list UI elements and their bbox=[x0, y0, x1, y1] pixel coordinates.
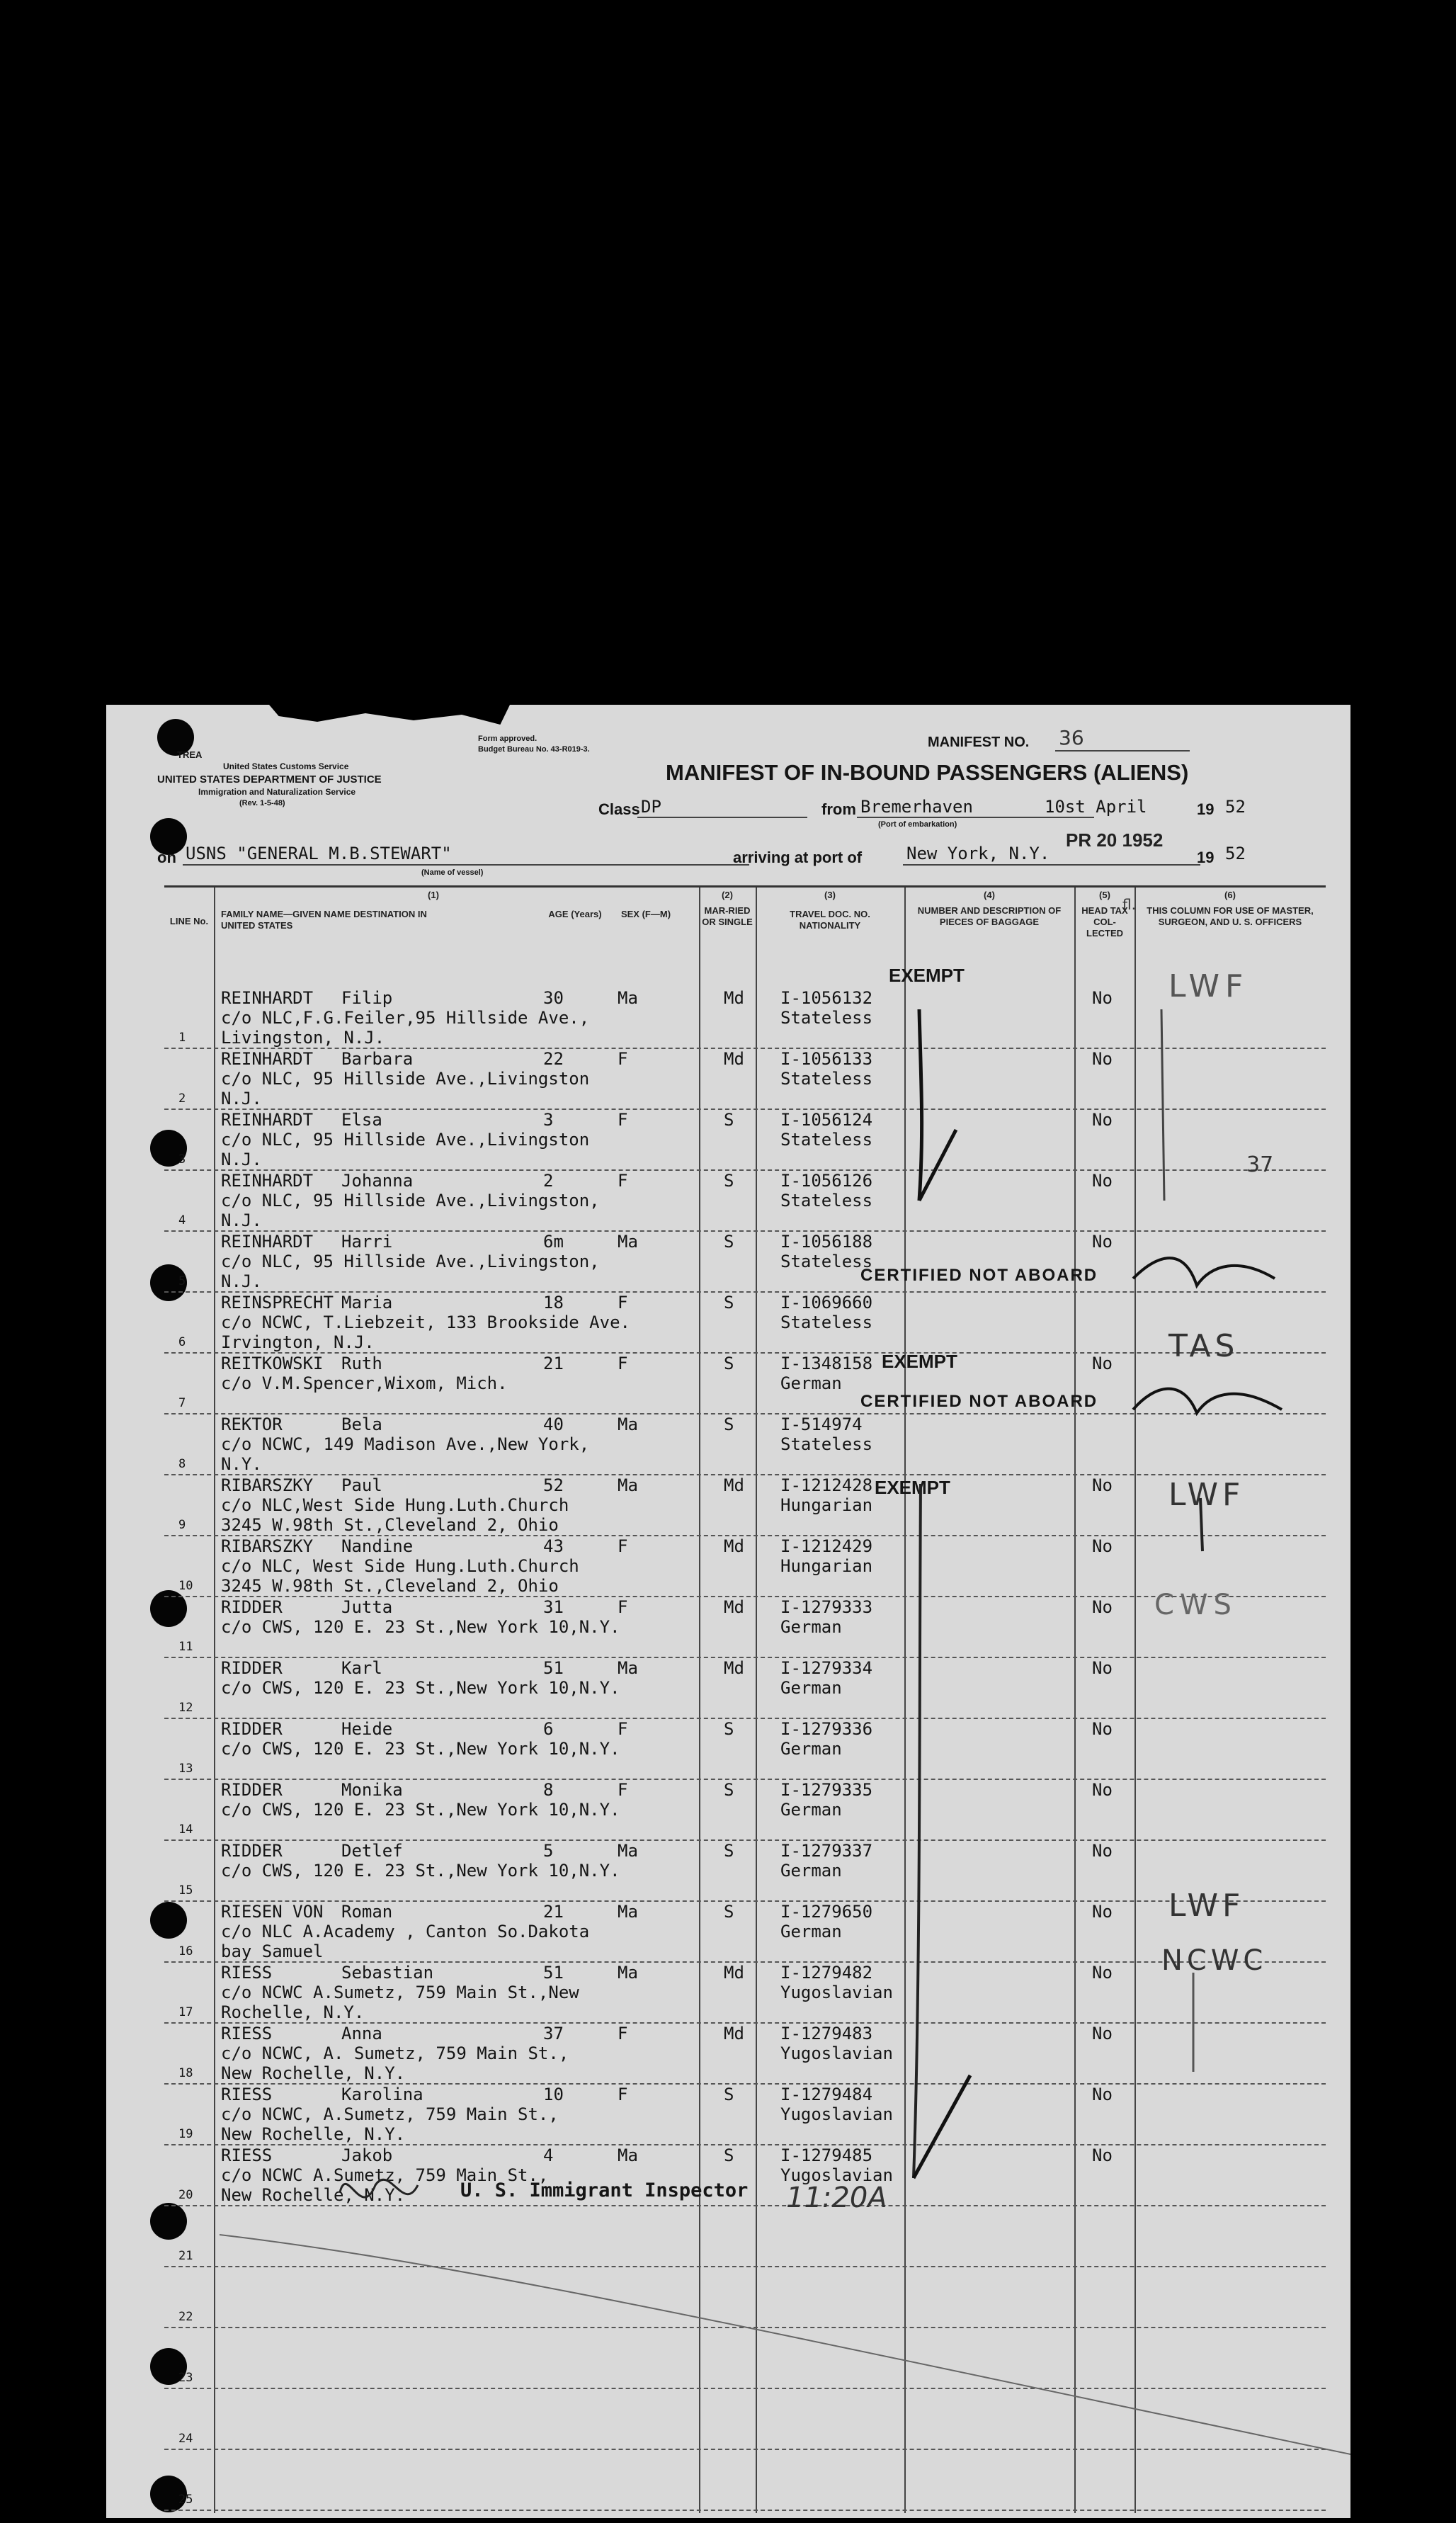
cell-age: 10 bbox=[543, 2085, 564, 2104]
cell-nationality: Yugoslavian bbox=[780, 2165, 893, 2185]
exempt-stamp: EXEMPT bbox=[875, 1477, 950, 1498]
cell-doc: I-1056124 bbox=[780, 1110, 873, 1130]
cell-marital: Md bbox=[724, 1963, 744, 1983]
cell-age: 18 bbox=[543, 1293, 564, 1312]
vessel-name: USNS "GENERAL M.B.STEWART" bbox=[186, 844, 452, 863]
cell-nationality: Yugoslavian bbox=[780, 2043, 893, 2063]
cell-sex: Ma bbox=[618, 1658, 638, 1678]
cell-dest1: c/o CWS, 120 E. 23 St.,New York 10,N.Y. bbox=[221, 1739, 620, 1759]
header-head-tax: HEAD TAX COL-LECTED bbox=[1081, 905, 1128, 939]
cell-sex: F bbox=[618, 2085, 628, 2104]
cell-sex: Ma bbox=[618, 1475, 638, 1495]
cell-given: Elsa bbox=[341, 1110, 382, 1130]
cell-family: RIESS bbox=[221, 2085, 273, 2104]
cell-given: Jutta bbox=[341, 1597, 393, 1617]
cell-family: RIDDER bbox=[221, 1597, 283, 1617]
cell-family: RIBARSZKY bbox=[221, 1536, 314, 1556]
cell-line: 17 bbox=[178, 2005, 193, 2019]
cell-line: 5 bbox=[178, 1274, 186, 1288]
cell-age: 2 bbox=[543, 1171, 554, 1191]
cell-nationality: Stateless bbox=[780, 1008, 873, 1028]
cell-age: 52 bbox=[543, 1475, 564, 1495]
year-label: 19 bbox=[1197, 800, 1215, 818]
cell-given: Bela bbox=[341, 1414, 382, 1434]
cell-dest2: New Rochelle, N.Y. bbox=[221, 2124, 406, 2144]
agency-ins: Immigration and Naturalization Service bbox=[198, 787, 356, 797]
cell-line: 12 bbox=[178, 1701, 193, 1715]
cell-family: REINHARDT bbox=[221, 1110, 314, 1130]
cell-sex: Ma bbox=[618, 1841, 638, 1861]
cell-given: Barbara bbox=[341, 1049, 414, 1069]
handwritten-lwf: LWF bbox=[1168, 1477, 1245, 1513]
cell-doc: I-1279482 bbox=[780, 1963, 873, 1983]
cell-sex: Ma bbox=[618, 1902, 638, 1922]
cell-doc: I-1056188 bbox=[780, 1232, 873, 1252]
header-officers: THIS COLUMN FOR USE OF MASTER, SURGEON, AND U. S. OFFICERS bbox=[1147, 905, 1314, 927]
cell-head-tax: No bbox=[1092, 1110, 1113, 1130]
cell-age: 31 bbox=[543, 1597, 564, 1617]
cell-head-tax: No bbox=[1092, 2085, 1113, 2104]
cell-sex: F bbox=[618, 1719, 628, 1739]
cell-marital: S bbox=[724, 2085, 734, 2104]
header-baggage: NUMBER AND DESCRIPTION OF PIECES OF BAGGAGE bbox=[917, 905, 1062, 927]
cell-marital: S bbox=[724, 1110, 734, 1130]
cell-nationality: Stateless bbox=[780, 1252, 873, 1271]
cell-sex: Ma bbox=[618, 1414, 638, 1434]
cell-line: 25 bbox=[178, 2493, 193, 2507]
cell-dest1: c/o NCWC A.Sumetz, 759 Main St., bbox=[221, 2165, 549, 2185]
cell-sex: F bbox=[618, 1536, 628, 1556]
handwritten-ncwc: NCWC bbox=[1161, 1944, 1268, 1977]
cell-sex: F bbox=[618, 1597, 628, 1617]
cell-family: REKTOR bbox=[221, 1414, 283, 1434]
cell-marital: Md bbox=[724, 988, 744, 1008]
cell-dest1: c/o V.M.Spencer,Wixom, Mich. bbox=[221, 1373, 508, 1393]
cell-dest1: c/o NLC,F.G.Feiler,95 Hillside Ave., bbox=[221, 1008, 590, 1028]
cell-given: Sebastian bbox=[341, 1963, 434, 1983]
cell-doc: I-1056132 bbox=[780, 988, 873, 1008]
cell-age: 37 bbox=[543, 2024, 564, 2043]
cell-dest2: N.Y. bbox=[221, 1454, 262, 1474]
cell-given: Maria bbox=[341, 1293, 393, 1312]
arrival-date-stamp: PR 20 1952 bbox=[1066, 829, 1164, 851]
cell-line: 14 bbox=[178, 1822, 193, 1837]
cell-line: 21 bbox=[178, 2249, 193, 2263]
cell-given: Roman bbox=[341, 1902, 393, 1922]
cell-dest1: c/o NLC, 95 Hillside Ave.,Livingston bbox=[221, 1130, 590, 1150]
certified-stamp: CERTIFIED NOT ABOARD bbox=[860, 1392, 1098, 1411]
cell-line: 13 bbox=[178, 1762, 193, 1776]
cell-doc: I-1279333 bbox=[780, 1597, 873, 1617]
handwritten-lwf: LWF bbox=[1168, 1888, 1245, 1924]
cell-given: Ruth bbox=[341, 1354, 382, 1373]
cell-sex: F bbox=[618, 1171, 628, 1191]
agency-customs: United States Customs Service bbox=[223, 761, 349, 771]
cell-dest1: c/o NLC A.Academy , Canton So.Dakota bbox=[221, 1922, 590, 1941]
cell-age: 43 bbox=[543, 1536, 564, 1556]
header-travel-doc: TRAVEL DOC. NO. NATIONALITY bbox=[790, 909, 870, 931]
cell-dest2: New Rochelle, N.Y. bbox=[221, 2185, 406, 2205]
cell-age: 4 bbox=[543, 2145, 554, 2165]
form-approved: Form approved. bbox=[478, 735, 538, 743]
cell-age: 6 bbox=[543, 1719, 554, 1739]
cell-head-tax: No bbox=[1092, 1354, 1113, 1373]
cell-doc: I-1279485 bbox=[780, 2145, 873, 2165]
cell-given: Detlef bbox=[341, 1841, 403, 1861]
cell-doc: I-1279483 bbox=[780, 2024, 873, 2043]
cell-dest1: c/o NLC, 95 Hillside Ave.,Livingston, bbox=[221, 1191, 600, 1211]
cell-dest1: c/o NCWC, A. Sumetz, 759 Main St., bbox=[221, 2043, 569, 2063]
cell-family: REINHARDT bbox=[221, 1049, 314, 1069]
cell-family: RIESS bbox=[221, 1963, 273, 1983]
cell-doc: I-1279334 bbox=[780, 1658, 873, 1678]
cell-doc: I-1056126 bbox=[780, 1171, 873, 1191]
cell-line: 8 bbox=[178, 1457, 186, 1471]
cell-nationality: Yugoslavian bbox=[780, 1983, 893, 2002]
cell-line: 4 bbox=[178, 1213, 186, 1228]
exempt-stamp: EXEMPT bbox=[889, 965, 965, 986]
header-sex: SEX (F—M) bbox=[620, 909, 671, 919]
handwritten-time: 11:20A bbox=[786, 2182, 887, 2214]
cell-marital: S bbox=[724, 1719, 734, 1739]
cell-sex: F bbox=[618, 1293, 628, 1312]
cell-doc: I-1279484 bbox=[780, 2085, 873, 2104]
cell-head-tax: No bbox=[1092, 1658, 1113, 1678]
cell-nationality: German bbox=[780, 1922, 842, 1941]
cell-dest1: c/o CWS, 120 E. 23 St.,New York 10,N.Y. bbox=[221, 1861, 620, 1881]
cell-line: 15 bbox=[178, 1883, 193, 1898]
cell-doc: I-1212428 bbox=[780, 1475, 873, 1495]
cell-dest1: c/o NLC, 95 Hillside Ave.,Livingston, bbox=[221, 1252, 600, 1271]
cell-nationality: German bbox=[780, 1373, 842, 1393]
cell-nationality: German bbox=[780, 1617, 842, 1637]
cell-sex: F bbox=[618, 1049, 628, 1069]
cell-head-tax: No bbox=[1092, 1780, 1113, 1800]
col-num: (3) bbox=[824, 890, 836, 900]
budget-bureau: Budget Bureau No. 43-R019-3. bbox=[478, 745, 590, 754]
cell-age: 21 bbox=[543, 1902, 564, 1922]
cell-family: RIESEN VON bbox=[221, 1902, 324, 1922]
cell-head-tax: No bbox=[1092, 1597, 1113, 1617]
cell-nationality: Hungarian bbox=[780, 1556, 873, 1576]
cell-age: 51 bbox=[543, 1963, 564, 1983]
cell-given: Paul bbox=[341, 1475, 382, 1495]
manifest-title: MANIFEST OF IN-BOUND PASSENGERS (ALIENS) bbox=[666, 760, 1189, 785]
cell-family: REINHARDT bbox=[221, 988, 314, 1008]
cell-dest1: c/o CWS, 120 E. 23 St.,New York 10,N.Y. bbox=[221, 1617, 620, 1637]
cell-dest2: Rochelle, N.Y. bbox=[221, 2002, 365, 2022]
cell-head-tax: No bbox=[1092, 1963, 1113, 1983]
cell-line: 23 bbox=[178, 2371, 193, 2385]
cell-family: RIBARSZKY bbox=[221, 1475, 314, 1495]
cell-family: RIDDER bbox=[221, 1658, 283, 1678]
cell-doc: I-1279335 bbox=[780, 1780, 873, 1800]
cell-dest2: Livingston, N.J. bbox=[221, 1028, 385, 1048]
cell-line: 19 bbox=[178, 2127, 193, 2141]
cell-line: 22 bbox=[178, 2310, 193, 2324]
on-label: on bbox=[157, 849, 176, 866]
handwriting-strokes bbox=[106, 705, 1350, 2518]
cell-line: 10 bbox=[178, 1579, 193, 1593]
cell-family: RIDDER bbox=[221, 1841, 283, 1861]
cell-nationality: Hungarian bbox=[780, 1495, 873, 1515]
from-value: Bremerhaven bbox=[860, 797, 973, 817]
cell-dest1: c/o NCWC A.Sumetz, 759 Main St.,New bbox=[221, 1983, 579, 2002]
cell-line: 2 bbox=[178, 1092, 186, 1106]
cell-given: Anna bbox=[341, 2024, 382, 2043]
cell-dest2: N.J. bbox=[221, 1089, 262, 1109]
cell-sex: Ma bbox=[618, 1963, 638, 1983]
cell-nationality: Stateless bbox=[780, 1191, 873, 1211]
header-married: MAR-RIED OR SINGLE bbox=[702, 905, 753, 927]
cell-dest2: N.J. bbox=[221, 1150, 262, 1169]
cell-dest1: c/o CWS, 120 E. 23 St.,New York 10,N.Y. bbox=[221, 1678, 620, 1698]
class-value: DP bbox=[641, 797, 661, 817]
cell-family: RIESS bbox=[221, 2145, 273, 2165]
cell-doc: I-1069660 bbox=[780, 1293, 873, 1312]
cell-age: 40 bbox=[543, 1414, 564, 1434]
cell-marital: Md bbox=[724, 1597, 744, 1617]
cell-marital: S bbox=[724, 2145, 734, 2165]
cell-age: 8 bbox=[543, 1780, 554, 1800]
handwritten-cws: CWS bbox=[1154, 1589, 1237, 1621]
cell-head-tax: No bbox=[1092, 2024, 1113, 2043]
cell-age: 3 bbox=[543, 1110, 554, 1130]
cell-given: Jakob bbox=[341, 2145, 393, 2165]
cell-line: 1 bbox=[178, 1031, 186, 1045]
cell-given: Heide bbox=[341, 1719, 393, 1739]
cell-dest1: c/o NLC, 95 Hillside Ave.,Livingston bbox=[221, 1069, 590, 1089]
cell-head-tax: No bbox=[1092, 988, 1113, 1008]
cell-line: 6 bbox=[178, 1335, 186, 1349]
cell-given: Karl bbox=[341, 1658, 382, 1678]
cell-age: 5 bbox=[543, 1841, 554, 1861]
cell-head-tax: No bbox=[1092, 1841, 1113, 1861]
cell-line: 16 bbox=[178, 1944, 193, 1958]
cell-dest2: 3245 W.98th St.,Cleveland 2, Ohio bbox=[221, 1515, 559, 1535]
cell-marital: S bbox=[724, 1171, 734, 1191]
cell-nationality: Stateless bbox=[780, 1434, 873, 1454]
cell-age: 30 bbox=[543, 988, 564, 1008]
cell-sex: Ma bbox=[618, 1232, 638, 1252]
cell-marital: Md bbox=[724, 1049, 744, 1069]
cell-line: 7 bbox=[178, 1396, 186, 1410]
cell-head-tax: No bbox=[1092, 1232, 1113, 1252]
cell-dest1: c/o CWS, 120 E. 23 St.,New York 10,N.Y. bbox=[221, 1800, 620, 1820]
cell-marital: Md bbox=[724, 1475, 744, 1495]
agency-justice: UNITED STATES DEPARTMENT OF JUSTICE bbox=[157, 773, 382, 786]
cell-family: REINHARDT bbox=[221, 1232, 314, 1252]
cell-dest2: N.J. bbox=[221, 1211, 262, 1230]
arrival-port: New York, N.Y. bbox=[906, 844, 1050, 863]
officer-note: fl. bbox=[1122, 896, 1136, 913]
cell-line: 3 bbox=[178, 1152, 186, 1167]
cell-sex: Ma bbox=[618, 988, 638, 1008]
inspector-label: U. S. Immigrant Inspector bbox=[460, 2179, 749, 2201]
arrival-year-label: 19 bbox=[1197, 849, 1215, 866]
cell-line: 24 bbox=[178, 2432, 193, 2446]
cell-dest2: 3245 W.98th St.,Cleveland 2, Ohio bbox=[221, 1576, 559, 1596]
manifest-no-label: MANIFEST NO. bbox=[928, 735, 1030, 750]
cell-marital: Md bbox=[724, 1658, 744, 1678]
cell-family: RIDDER bbox=[221, 1780, 283, 1800]
cell-doc: I-1212429 bbox=[780, 1536, 873, 1556]
cell-head-tax: No bbox=[1092, 1536, 1113, 1556]
cell-given: Johanna bbox=[341, 1171, 414, 1191]
col-num: (6) bbox=[1224, 890, 1236, 900]
cell-given: Karolina bbox=[341, 2085, 423, 2104]
handwritten-tas: TAS bbox=[1168, 1328, 1239, 1364]
cell-dest2: Irvington, N.J. bbox=[221, 1332, 375, 1352]
page-count: 37 bbox=[1246, 1152, 1274, 1177]
cell-age: 6m bbox=[543, 1232, 564, 1252]
manifest-sheet bbox=[106, 705, 1350, 2518]
cell-line: 18 bbox=[178, 2066, 193, 2080]
cell-line: 9 bbox=[178, 1518, 186, 1532]
cell-doc: I-1279336 bbox=[780, 1719, 873, 1739]
cell-nationality: German bbox=[780, 1861, 842, 1881]
header-name: FAMILY NAME—GIVEN NAME DESTINATION IN UNITED STATES bbox=[221, 909, 427, 931]
cell-nationality: German bbox=[780, 1739, 842, 1759]
cell-nationality: German bbox=[780, 1678, 842, 1698]
cell-nationality: Stateless bbox=[780, 1312, 873, 1332]
arriving-label: arriving at port of bbox=[733, 849, 863, 866]
cell-marital: S bbox=[724, 1780, 734, 1800]
cell-given: Monika bbox=[341, 1780, 403, 1800]
class-label: Class bbox=[598, 800, 640, 818]
cell-head-tax: No bbox=[1092, 1049, 1113, 1069]
cell-marital: Md bbox=[724, 2024, 744, 2043]
cell-doc: I-1056133 bbox=[780, 1049, 873, 1069]
cell-head-tax: No bbox=[1092, 1475, 1113, 1495]
cell-age: 22 bbox=[543, 1049, 564, 1069]
cell-head-tax: No bbox=[1092, 1902, 1113, 1922]
arrival-year-value: 52 bbox=[1225, 844, 1246, 863]
cell-nationality: German bbox=[780, 1800, 842, 1820]
cell-given: Filip bbox=[341, 988, 393, 1008]
col-num: (5) bbox=[1099, 890, 1110, 900]
year-value: 52 bbox=[1225, 797, 1246, 817]
cell-marital: S bbox=[724, 1414, 734, 1434]
cell-sex: F bbox=[618, 2024, 628, 2043]
certified-stamp: CERTIFIED NOT ABOARD bbox=[860, 1266, 1098, 1285]
agency-treasury: TREA bbox=[177, 749, 203, 760]
exempt-stamp: EXEMPT bbox=[882, 1351, 957, 1372]
cell-marital: S bbox=[724, 1841, 734, 1861]
header-age: AGE (Years) bbox=[548, 909, 602, 919]
cell-sex: F bbox=[618, 1780, 628, 1800]
cell-dest2: N.J. bbox=[221, 1271, 262, 1291]
cell-head-tax: No bbox=[1092, 1171, 1113, 1191]
handwritten-lwf: LWF bbox=[1168, 968, 1249, 1004]
cell-doc: I-1279650 bbox=[780, 1902, 873, 1922]
manifest-no: 36 bbox=[1059, 726, 1084, 749]
col-num: (4) bbox=[984, 890, 995, 900]
cell-dest1: c/o NLC,West Side Hung.Luth.Church bbox=[221, 1495, 569, 1515]
cell-marital: S bbox=[724, 1902, 734, 1922]
cell-dest1: c/o NLC, West Side Hung.Luth.Church bbox=[221, 1556, 579, 1576]
cell-sex: Ma bbox=[618, 2145, 638, 2165]
cell-head-tax: No bbox=[1092, 1719, 1113, 1739]
cell-dest1: c/o NCWC, T.Liebzeit, 133 Brookside Ave. bbox=[221, 1312, 630, 1332]
cell-line: 11 bbox=[178, 1640, 193, 1654]
cell-line: 20 bbox=[178, 2188, 193, 2202]
cell-given: Nandine bbox=[341, 1536, 414, 1556]
cell-marital: S bbox=[724, 1293, 734, 1312]
cell-family: REINHARDT bbox=[221, 1171, 314, 1191]
col-num: (2) bbox=[722, 890, 733, 900]
cell-nationality: Stateless bbox=[780, 1130, 873, 1150]
cell-dest2: bay Samuel bbox=[221, 1941, 324, 1961]
port-note: (Port of embarkation) bbox=[878, 820, 957, 829]
cell-family: REITKOWSKI bbox=[221, 1354, 324, 1373]
cell-dest1: c/o NCWC, 149 Madison Ave.,New York, bbox=[221, 1434, 590, 1454]
cell-nationality: Yugoslavian bbox=[780, 2104, 893, 2124]
cell-family: RIESS bbox=[221, 2024, 273, 2043]
cell-dest2: New Rochelle, N.Y. bbox=[221, 2063, 406, 2083]
cell-age: 51 bbox=[543, 1658, 564, 1678]
cell-doc: I-1279337 bbox=[780, 1841, 873, 1861]
cell-sex: F bbox=[618, 1110, 628, 1130]
cell-age: 21 bbox=[543, 1354, 564, 1373]
vessel-note: (Name of vessel) bbox=[421, 868, 484, 877]
cell-sex: F bbox=[618, 1354, 628, 1373]
cell-dest1: c/o NCWC, A.Sumetz, 759 Main St., bbox=[221, 2104, 559, 2124]
cell-head-tax: No bbox=[1092, 2145, 1113, 2165]
form-revision: (Rev. 1-5-48) bbox=[239, 799, 285, 807]
cell-doc: I-514974 bbox=[780, 1414, 863, 1434]
header-line-no: LINE No. bbox=[169, 916, 209, 926]
cell-family: REINSPRECHT bbox=[221, 1293, 334, 1312]
cell-marital: S bbox=[724, 1354, 734, 1373]
cell-marital: S bbox=[724, 1232, 734, 1252]
cell-marital: Md bbox=[724, 1536, 744, 1556]
col-num: (1) bbox=[428, 890, 439, 900]
cell-given: Harri bbox=[341, 1232, 393, 1252]
from-label: from bbox=[821, 800, 856, 818]
cell-family: RIDDER bbox=[221, 1719, 283, 1739]
cell-doc: I-1348158 bbox=[780, 1354, 873, 1373]
cell-nationality: Stateless bbox=[780, 1069, 873, 1089]
date-value: 10st April bbox=[1045, 797, 1147, 817]
